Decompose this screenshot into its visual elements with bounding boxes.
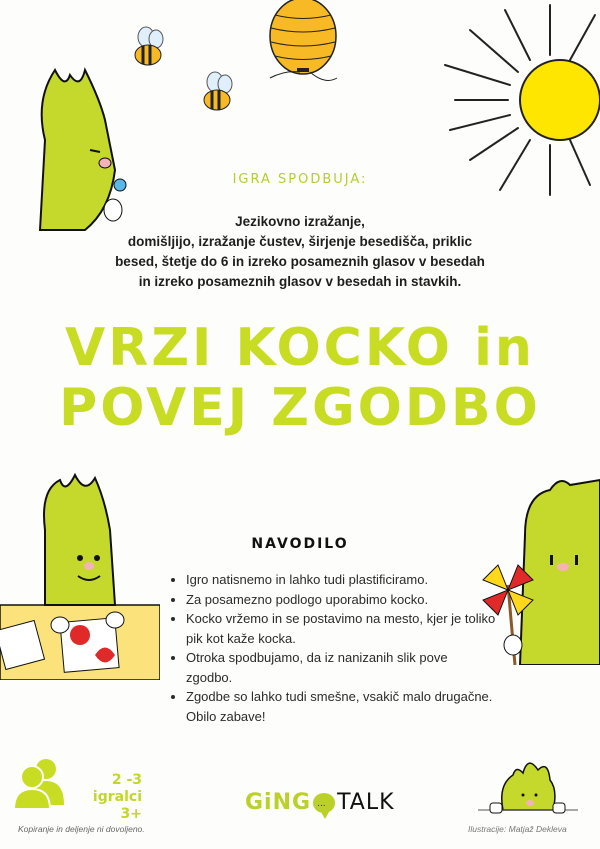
skills-line: Jezikovno izražanje, (235, 214, 365, 229)
illustration-credits: Ilustracije: Matjaž Dekleva (468, 824, 567, 834)
instructions-list (172, 570, 496, 726)
peeking-character-illustration (478, 755, 578, 817)
bee-illustration (197, 70, 237, 115)
character-drawing-illustration (0, 470, 160, 680)
page-title (0, 318, 600, 438)
skills-line: besed, štetje do 6 in izreko posameznih glasov v besedah (115, 254, 485, 269)
logo-left-text: GiNG (245, 790, 312, 815)
list-item: • Igro natisnemo in lahko tudi plastificiramo. (186, 570, 496, 590)
logo-right-text: TALK (337, 790, 395, 815)
speech-bubble-icon: ... (313, 793, 335, 813)
instructions-heading: NAVODILO (251, 536, 349, 552)
sun-illustration (430, 0, 600, 200)
character-with-flower-illustration (25, 60, 135, 235)
character-with-pinwheel-illustration (480, 475, 600, 665)
subtitle-label: IGRA SPODBUJA: (232, 172, 368, 187)
list-item: • Kocko vržemo in se postavimo na mesto, kjer je toliko pik kot kaže kocka. (186, 609, 496, 648)
age-range: 3+ (120, 806, 142, 822)
players-count: 2 -3 igralci (92, 772, 142, 805)
list-item: • Otroka spodbujamo, da iz nanizanih slik pove zgodbo. (186, 648, 496, 687)
title-line-2: POVEJ ZGODBO (59, 378, 541, 438)
players-info (62, 772, 142, 823)
list-item: • Zgodbe so lahko tudi smešne, vsakič malo drugačne. Obilo zabave! (186, 687, 496, 726)
gingotalk-logo (245, 790, 395, 815)
skills-description (90, 212, 510, 292)
skills-line: in izreko posameznih glasov v besedah in stavkih. (138, 274, 462, 289)
copyright-notice: Kopiranje in deljenje ni dovoljeno. (18, 824, 145, 834)
skills-line: domišljijo, izražanje čustev, širjenje besedišča, priklic (127, 234, 473, 249)
beehive-illustration (255, 0, 355, 85)
list-item: • Za posamezno podlogo uporabimo kocko. (186, 590, 496, 610)
players-icon (10, 755, 68, 810)
title-line-1: VRZI KOCKO in (65, 318, 535, 378)
